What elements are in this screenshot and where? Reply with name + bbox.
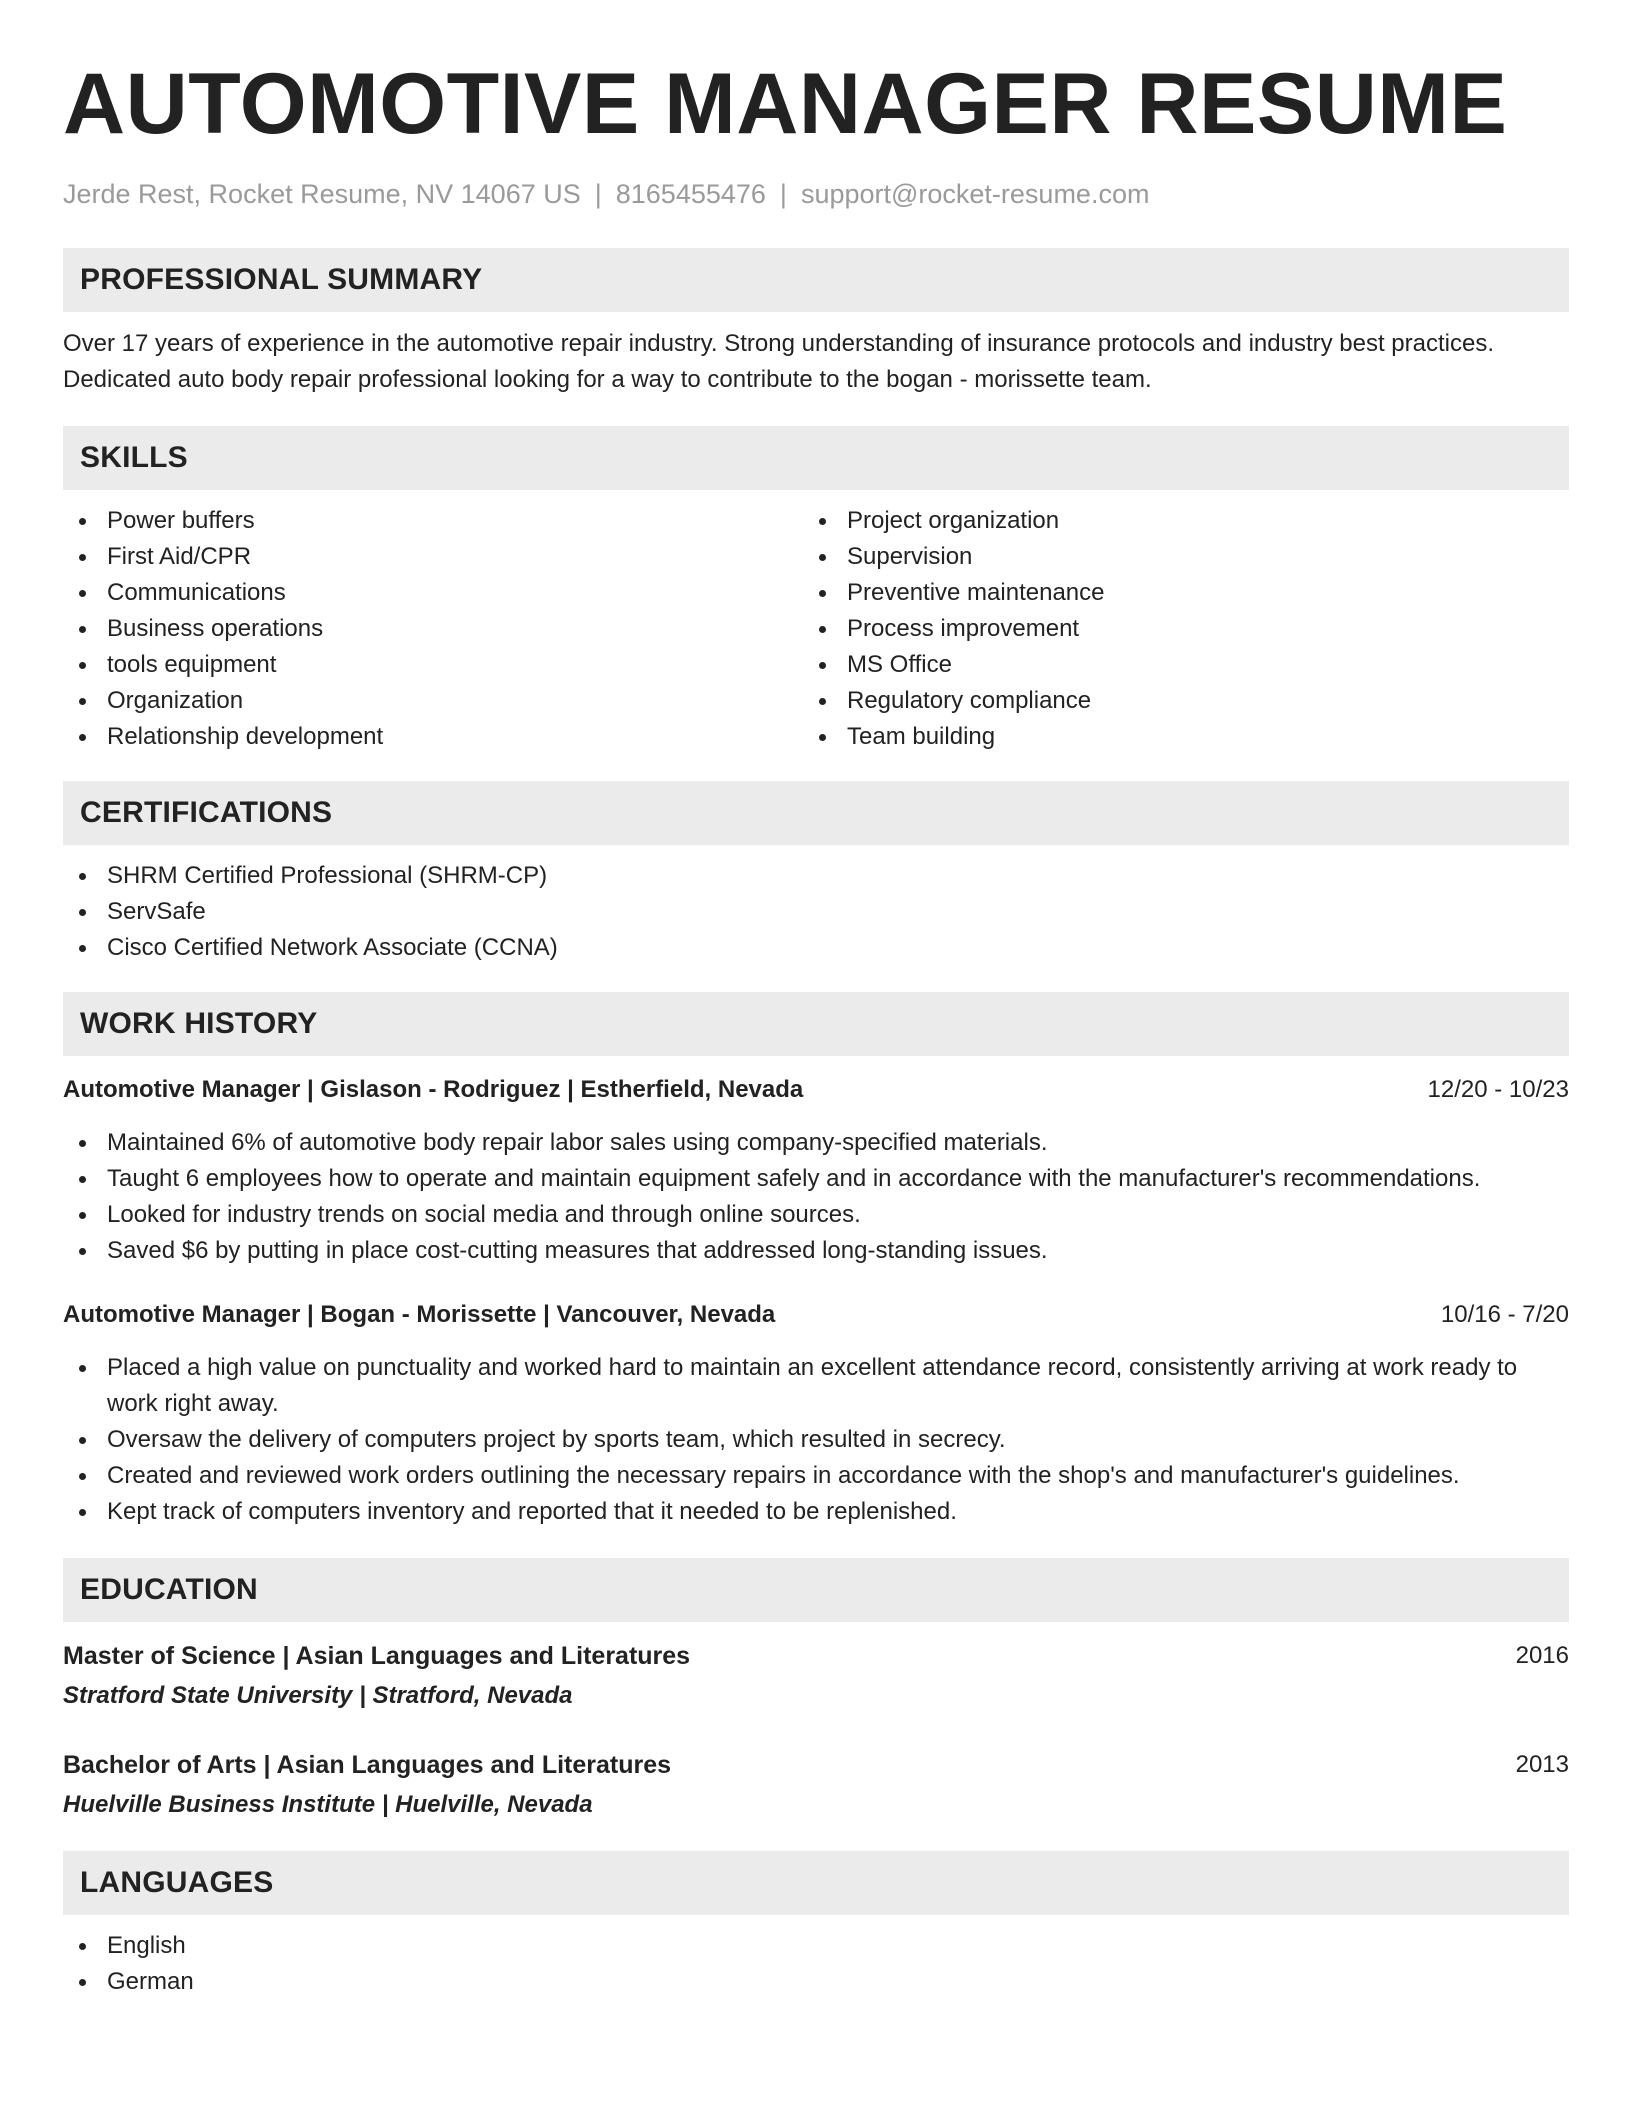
skills-list-right [803,503,1543,755]
degree: Bachelor of Arts | Asian Languages and Literatures [63,1751,672,1779]
list-item: Created and reviewed work orders outlining the necessary repairs in accordance with the shop's and manufacturer's guidelines. [63,1458,1569,1494]
section-heading-work-history: WORK HISTORY [63,992,1569,1056]
section-heading-summary: PROFESSIONAL SUMMARY [63,248,1569,312]
contact-separator: | [779,179,787,209]
summary-text: Over 17 years of experience in the automotive repair industry. Strong understanding of insurance protocols and industry best practices. Dedicated auto body repair professional looking for a way to contribute to the bogan - morissette team. [63,330,1494,393]
list-item: Saved $6 by putting in place cost-cutting measures that addressed long-standing issues. [63,1233,1569,1269]
list-item: tools equipment [63,647,803,683]
job-title: Automotive Manager | Bogan - Morissette | Vancouver, Nevada [63,1301,776,1328]
section-heading-certifications: CERTIFICATIONS [63,781,1569,845]
job-header [63,1072,1569,1108]
job-title: Automotive Manager | Gislason - Rodriguez | Estherfield, Nevada [63,1076,804,1103]
skills-grid [63,503,1569,755]
list-item: Placed a high value on punctuality and worked hard to maintain an excellent attendance record, consistently arriving at work ready to work right away. [63,1350,1569,1422]
list-item: Kept track of computers inventory and reported that it needed to be replenished. [63,1494,1569,1530]
resume-title: AUTOMOTIVE MANAGER RESUME [63,56,1508,152]
education-entry [63,1747,1569,1823]
list-item: Taught 6 employees how to operate and maintain equipment safely and in accordance with the manufacturer's recommendations. [63,1161,1569,1197]
list-item: Preventive maintenance [803,575,1543,611]
contact-address: Jerde Rest, Rocket Resume, NV 14067 US [63,179,581,209]
job-header [63,1297,1569,1333]
section-heading-skills: SKILLS [63,426,1569,490]
list-item: Process improvement [803,611,1543,647]
languages-list [63,1928,1569,2000]
job-bullets [63,1350,1569,1530]
job-dates: 12/20 - 10/23 [1427,1076,1569,1103]
list-item: Project organization [803,503,1543,539]
education-header [63,1638,1569,1674]
list-item: MS Office [803,647,1543,683]
section-heading-education: EDUCATION [63,1558,1569,1622]
education-entry [63,1638,1569,1714]
graduation-year: 2013 [1515,1751,1569,1778]
contact-email: support@rocket-resume.com [800,179,1150,209]
list-item: Organization [63,683,803,719]
section-heading-languages: LANGUAGES [63,1851,1569,1915]
school: Huelville Business Institute | Huelville, Nevada [63,1791,593,1818]
list-item: ServSafe [63,894,1569,930]
job-entry [63,1072,1569,1269]
certifications-list [63,858,1569,966]
job-dates: 10/16 - 7/20 [1440,1301,1569,1328]
education-header [63,1747,1569,1783]
list-item: Power buffers [63,503,803,539]
contact-line [63,178,1569,210]
graduation-year: 2016 [1515,1642,1569,1669]
list-item: English [63,1928,1569,1964]
list-item: Maintained 6% of automotive body repair labor sales using company-specified materials. [63,1125,1569,1161]
list-item: Business operations [63,611,803,647]
job-entry [63,1297,1569,1530]
list-item: Team building [803,719,1543,755]
job-bullets [63,1125,1569,1269]
list-item: Oversaw the delivery of computers project by sports team, which resulted in secrecy. [63,1422,1569,1458]
list-item: Looked for industry trends on social media and through online sources. [63,1197,1569,1233]
list-item: German [63,1964,1569,2000]
degree: Master of Science | Asian Languages and Literatures [63,1642,691,1670]
list-item: Supervision [803,539,1543,575]
list-item: Cisco Certified Network Associate (CCNA) [63,930,1569,966]
list-item: Communications [63,575,803,611]
list-item: SHRM Certified Professional (SHRM-CP) [63,858,1569,894]
list-item: First Aid/CPR [63,539,803,575]
skills-list-left [63,503,803,755]
contact-separator: | [594,179,602,209]
school: Stratford State University | Stratford, Nevada [63,1682,573,1709]
list-item: Regulatory compliance [803,683,1543,719]
list-item: Relationship development [63,719,803,755]
contact-phone: 8165455476 [615,179,766,209]
